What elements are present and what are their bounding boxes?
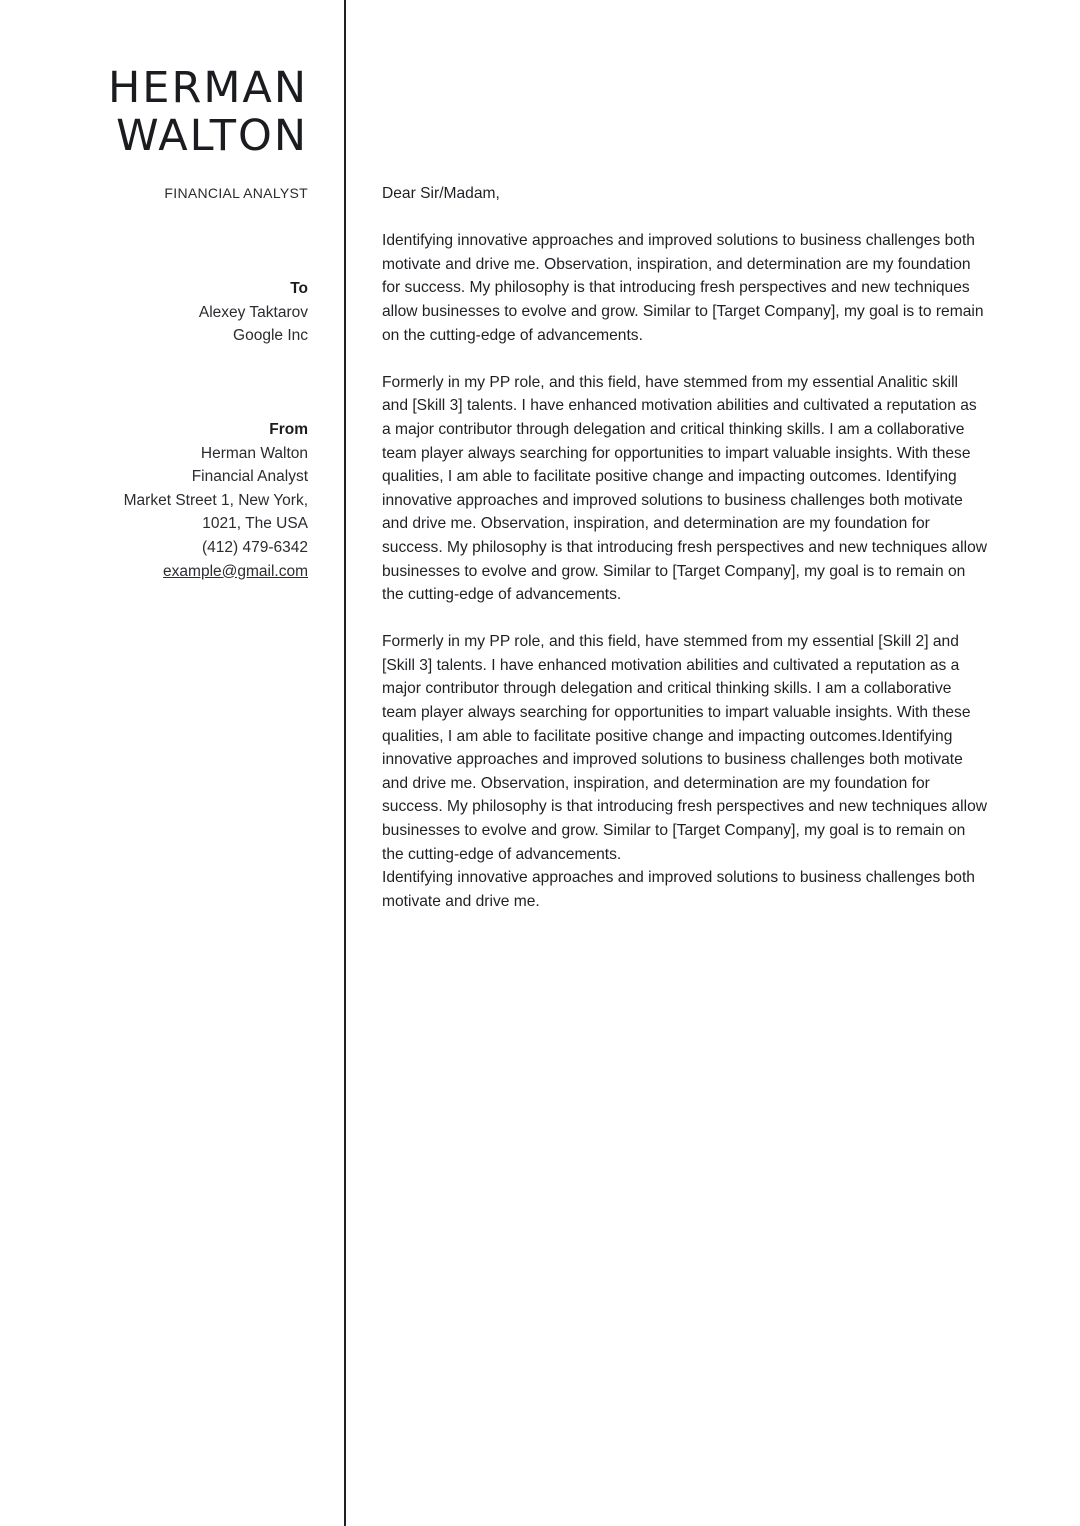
sender-address-line1: Market Street 1, New York, — [123, 491, 308, 509]
salutation: Dear Sir/Madam, — [382, 185, 500, 202]
recipient-company: Google Inc — [233, 327, 308, 345]
recipient-block — [199, 277, 308, 348]
sender-job-title: FINANCIAL ANALYST — [164, 185, 308, 201]
sender-name — [108, 64, 308, 160]
sender-block — [124, 418, 308, 583]
sender-title: Financial Analyst — [191, 468, 308, 486]
sender-label: From — [269, 421, 308, 438]
recipient-name: Alexey Taktarov — [198, 303, 308, 321]
letter-paragraph-2: Formerly in my PP role, and this field, have stemmed from my essential Analitic skill and [Skill 3] talents. I have enhanced motivation abilities and cultivated a reputation as a major contributor through delegation and critical thinking skills. I am a collaborative team player always searching for opportunities to impart valuable insights. With these qualities, I am able to facilitate positive change and impacting outcomes. Identifying innovative approaches and improved solutions to business challenges both motivate and drive me. Observation, inspiration, and determination are my foundation for success. My philosophy is that introducing fresh perspectives and new techniques allow businesses to evolve and grow. Similar to [Target Company], my goal is to remain on the cutting-edge of advancements. — [382, 373, 988, 604]
sender-first-name: HERMAN — [107, 63, 308, 113]
letter-paragraph-3: Formerly in my PP role, and this field, have stemmed from my essential [Skill 2] and [Skill 3] talents. I have enhanced motivation abilities and cultivated a reputation as a major contributor through delegation and critical thinking skills. I am a collaborative team player always searching for opportunities to impart valuable insights. With these qualities, I am able to facilitate positive change and impacting outcomes.Identifying innovative approaches and improved solutions to business challenges both motivate and drive me. Observation, inspiration, and determination are my foundation for success. My philosophy is that introducing fresh perspectives and new techniques allow businesses to evolve and grow. Similar to [Target Company], my goal is to remain on the cutting-edge of advancements. — [382, 633, 988, 863]
vertical-divider — [344, 0, 346, 1526]
letter-paragraph-1: Identifying innovative approaches and improved solutions to business challenges both motivate and drive me. Observation, inspiration, and determination are my foundation for success. My philosophy is that introducing fresh perspectives and new techniques allow businesses to evolve and grow. Similar to [Target Company], my goal is to remain on the cutting-edge of advancements. — [382, 232, 984, 344]
sidebar — [0, 0, 308, 1526]
sender-full-name: Herman Walton — [200, 444, 308, 462]
sender-last-name: WALTON — [116, 111, 308, 161]
letter-body — [382, 182, 987, 913]
sender-email-link[interactable]: example@gmail.com — [163, 562, 308, 580]
sender-address-line2: 1021, The USA — [202, 515, 308, 533]
recipient-label: To — [290, 280, 308, 297]
sender-phone: (412) 479-6342 — [202, 538, 308, 556]
letter-paragraph-4: Identifying innovative approaches and improved solutions to business challenges both motivate and drive me. — [382, 869, 975, 910]
